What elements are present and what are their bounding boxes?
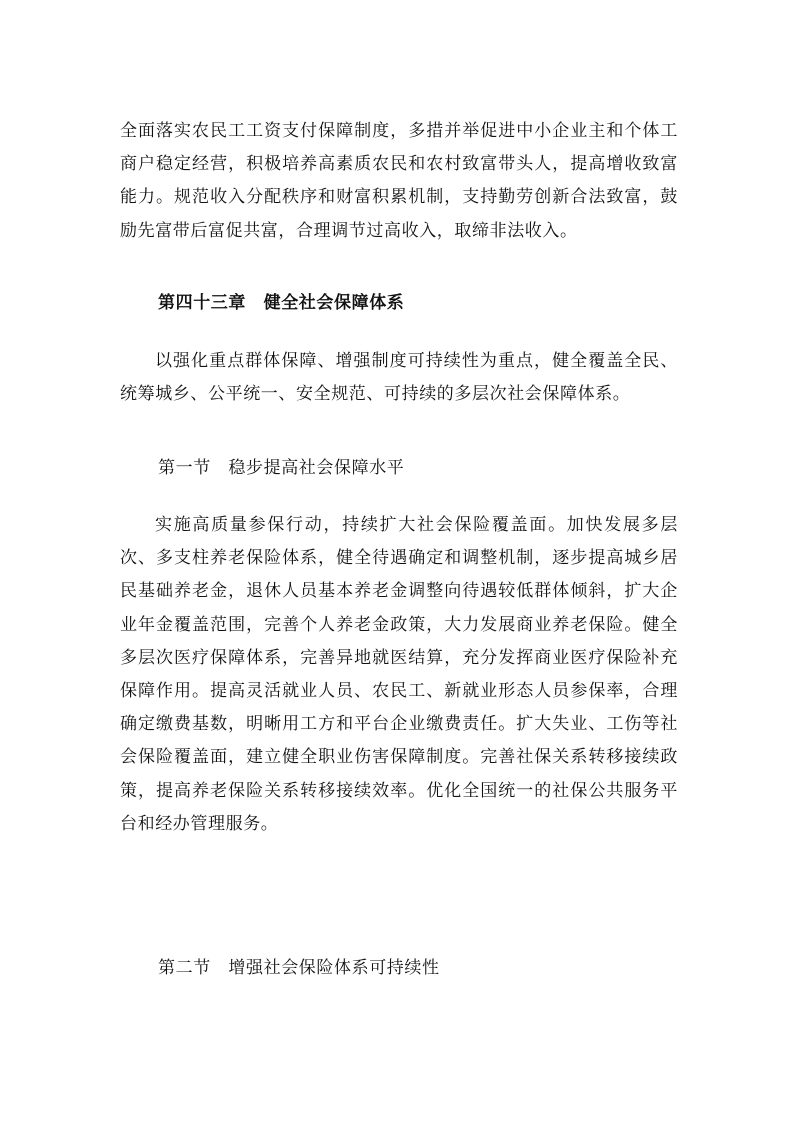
body-paragraph-intro: 以强化重点群体保障、增强制度可持续性为重点，健全覆盖全民、统筹城乡、公平统一、安全规范、可持续的多层次社会保障体系。 (120, 351, 678, 405)
section-heading-2: 第二节 增强社会保险体系可持续性 (158, 958, 440, 978)
section-heading-1: 第一节 稳步提高社会保障水平 (158, 458, 405, 478)
body-paragraph-insurance: 实施高质量参保行动，持续扩大社会保险覆盖面。加快发展多层次、多支柱养老保险体系，健全待遇确定和调整机制，逐步提高城乡居民基础养老金，退休人员基本养老金调整向待遇较低群体倾斜，扩大企业年金覆盖范围，完善个人养老金政策，大力发展商业养老保险。健全多层次医疗保障体系，完善异地就医结算，充分发挥商业医疗保险补充保障作用。提高灵活就业人员、农民工、新就业形态人员参保率，合理确定缴费基数，明晰用工方和平台企业缴费责任。扩大失业、工伤等社会保险覆盖面，建立健全职业伤害保障制度。完善社保关系转移接续政策，提高养老保险关系转移接续效率。优化全国统一的社保公共服务平台和经办管理服务。 (120, 515, 678, 834)
body-paragraph-income: 全面落实农民工工资支付保障制度，多措并举促进中小企业主和个体工商户稳定经营，积极培养高素质农民和农村致富带头人，提高增收致富能力。规范收入分配秩序和财富积累机制，支持勤劳创新合法致富，鼓励先富带后富促共富，合理调节过高收入，取缔非法收入。 (120, 121, 678, 241)
chapter-heading: 第四十三章 健全社会保障体系 (158, 293, 405, 313)
